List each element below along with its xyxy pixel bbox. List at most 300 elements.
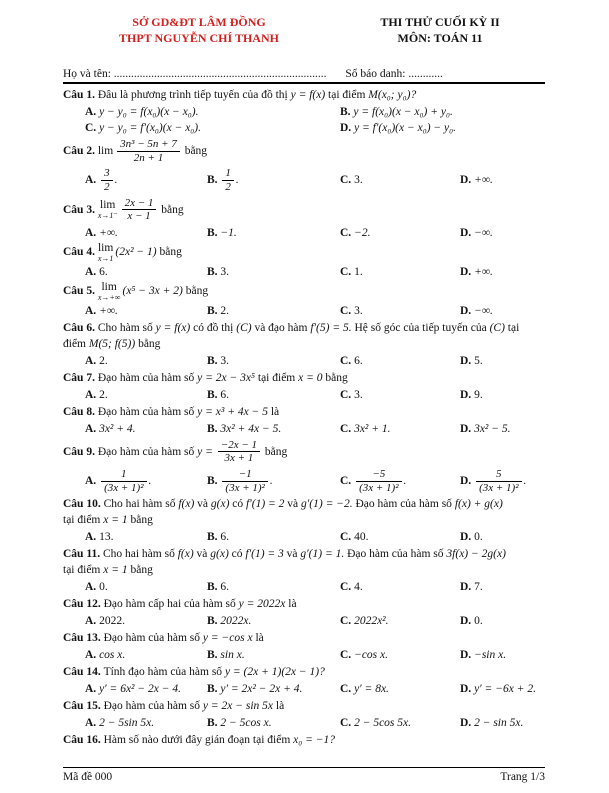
math-expression: 2 − sin 5x. xyxy=(474,717,524,730)
math-expression: g′(1) = −2. xyxy=(301,498,353,511)
answer-option xyxy=(340,681,460,697)
answer-option xyxy=(340,353,460,369)
option-label: C. xyxy=(340,174,355,187)
option-label: A. xyxy=(85,474,100,487)
question-text: có đồ thị xyxy=(190,321,237,334)
question-text: 40. xyxy=(354,531,369,544)
question-text: 3. xyxy=(354,174,363,187)
question-line xyxy=(63,87,545,103)
answer-option xyxy=(340,421,460,437)
math-expression: 3x² + 4x − 5. xyxy=(220,422,282,435)
question-label: Câu 8. xyxy=(63,405,98,418)
math-expression: 2 − 5cos 5x. xyxy=(354,717,412,730)
question xyxy=(63,732,545,748)
fraction-numerator: 1 xyxy=(222,167,234,181)
answer-option xyxy=(85,647,207,663)
option-label: B. xyxy=(207,717,221,730)
math-expression: 3x² + 4. xyxy=(99,422,136,435)
option-label: C. xyxy=(340,717,355,730)
math-expression: (2x² − 1) xyxy=(115,245,157,258)
question-text: tại điểm xyxy=(255,371,299,384)
math-expression: f(x) xyxy=(178,498,195,511)
question xyxy=(63,698,545,732)
options-row xyxy=(85,224,545,242)
math-expression: y = (2x + 1)(2x − 1)? xyxy=(224,666,325,679)
question-text: 6. xyxy=(220,581,230,594)
option-label: D. xyxy=(340,122,355,134)
options-row xyxy=(85,165,545,195)
answer-option xyxy=(85,715,207,731)
questions xyxy=(63,87,545,767)
fraction xyxy=(122,197,157,223)
question xyxy=(63,242,545,281)
option-label: B. xyxy=(207,174,221,187)
fraction xyxy=(218,439,260,465)
fraction-numerator: 2x − 1 xyxy=(122,197,157,211)
question-text: tại điểm xyxy=(325,89,369,101)
question-text: và đạo hàm xyxy=(251,321,311,334)
answer-option xyxy=(340,264,460,280)
id-blank-dots: ............ xyxy=(408,68,443,80)
answer-option xyxy=(340,104,545,120)
options-row xyxy=(85,103,545,137)
limit-word: lim xyxy=(97,241,114,254)
math-expression: g(x) xyxy=(210,548,229,561)
math-expression: 3x² − 5. xyxy=(474,422,511,435)
math-expression: +∞. xyxy=(474,265,493,278)
option-label: D. xyxy=(460,265,475,278)
option-label: C. xyxy=(340,531,355,544)
question-text: 13. xyxy=(99,531,114,544)
fraction xyxy=(117,138,180,164)
question-text: Hàm số nào dưới đây gián đoạn tại điểm xyxy=(103,734,294,747)
question-text: Đạo hàm của hàm số xyxy=(103,700,203,713)
option-label: B. xyxy=(207,422,221,435)
question-text: tại điểm xyxy=(63,514,104,527)
answer-option xyxy=(340,387,460,403)
options-row xyxy=(85,302,545,320)
answer-option xyxy=(460,353,545,369)
fraction-numerator: −1 xyxy=(222,468,267,482)
question-text: bằng xyxy=(322,371,348,384)
question xyxy=(63,404,545,438)
math-expression: 2 − 5sin 5x. xyxy=(99,717,155,730)
question-text: và xyxy=(193,548,211,561)
answer-option xyxy=(207,353,340,369)
question xyxy=(63,281,545,320)
option-label: A. xyxy=(85,388,100,401)
answer-option xyxy=(460,225,545,241)
question-label: Câu 2. xyxy=(63,144,98,157)
question-text: Đạo hàm của hàm số xyxy=(344,548,447,561)
fraction-denominator: (3x + 1)² xyxy=(479,481,519,494)
option-label: C. xyxy=(340,474,355,487)
answer-option xyxy=(207,715,340,731)
question-line xyxy=(63,196,545,224)
question-text: Đạo hàm của hàm số xyxy=(103,632,203,645)
option-label: B. xyxy=(207,649,221,662)
fraction-denominator: (3x + 1)² xyxy=(225,481,265,494)
math-expression: −sin x. xyxy=(474,649,507,662)
option-label: B. xyxy=(207,388,221,401)
options-row xyxy=(85,528,545,546)
question-text: và xyxy=(284,498,302,511)
answer-option xyxy=(85,387,207,403)
math-expression: y′ = −6x + 2. xyxy=(474,683,536,696)
option-label: A. xyxy=(85,422,100,435)
question-label: Câu 4. xyxy=(63,245,98,258)
answer-option xyxy=(460,647,545,663)
answer-option xyxy=(85,303,207,319)
question xyxy=(63,438,545,497)
department-name: SỞ GD&ĐT LÂM ĐỒNG xyxy=(132,15,266,29)
question xyxy=(63,496,545,546)
question-text: bằng xyxy=(127,514,153,527)
footer-row xyxy=(63,768,545,783)
option-label: B. xyxy=(207,581,221,594)
math-expression: +∞. xyxy=(99,226,118,239)
answer-option xyxy=(207,613,340,629)
answer-option xyxy=(85,681,207,697)
option-label: D. xyxy=(460,615,475,628)
math-expression: (C) xyxy=(236,321,252,334)
question-text: Cho hàm số xyxy=(97,321,156,334)
student-info-row xyxy=(63,68,545,80)
question-text: 6. xyxy=(220,388,230,401)
math-expression: x₀ = −1? xyxy=(293,734,336,747)
answer-option xyxy=(340,303,460,319)
math-expression: 2 − 5cos x. xyxy=(220,717,272,730)
option-label: A. xyxy=(85,615,100,628)
question-line xyxy=(63,546,545,562)
question-text: bằng xyxy=(181,144,208,157)
answer-option xyxy=(207,467,340,495)
answer-option xyxy=(460,467,545,495)
question-label: Câu 3. xyxy=(63,203,98,216)
options-row xyxy=(85,352,545,370)
option-label: D. xyxy=(460,474,475,487)
question-text: 2. xyxy=(220,304,230,317)
answer-option xyxy=(460,387,545,403)
answer-option xyxy=(340,715,460,731)
option-label: A. xyxy=(85,683,100,696)
options-row xyxy=(85,714,545,732)
math-expression: . xyxy=(235,174,239,187)
option-label: C. xyxy=(340,581,355,594)
question-text: là xyxy=(285,598,297,611)
question-text: 2. xyxy=(99,388,108,401)
limit-subscript: x→1 xyxy=(97,253,114,263)
fraction xyxy=(222,468,267,494)
question-text: có xyxy=(229,498,247,511)
math-expression: . xyxy=(114,174,118,187)
math-expression: y = 2x − sin 5x xyxy=(202,700,274,713)
answer-option xyxy=(207,647,340,663)
math-expression: y′ = 8x. xyxy=(354,683,389,696)
option-label: B. xyxy=(207,304,221,317)
question-text: là xyxy=(267,405,280,418)
answer-option xyxy=(85,104,340,120)
question-line xyxy=(63,438,545,466)
math-expression: y = f′(x₀)(x − x₀) − y₀. xyxy=(354,122,457,134)
question-text: 3. xyxy=(220,265,230,278)
question-text: là xyxy=(273,700,285,713)
math-expression: sin x. xyxy=(220,649,245,662)
header xyxy=(63,14,545,46)
option-label: B. xyxy=(207,226,221,239)
question-text: 4. xyxy=(354,581,363,594)
answer-option xyxy=(460,172,545,188)
option-label: B. xyxy=(207,354,221,367)
question-text: Đạo hàm cấp hai của hàm số xyxy=(103,598,239,611)
answer-option xyxy=(460,421,545,437)
exam-title: THI THỬ CUỐI KỲ II xyxy=(380,15,500,29)
exam-subject: MÔN: TOÁN 11 xyxy=(397,31,483,45)
answer-option xyxy=(207,225,340,241)
question-label: Câu 10. xyxy=(63,498,104,511)
option-label: D. xyxy=(460,388,475,401)
fraction xyxy=(101,167,113,193)
question-text: 7. xyxy=(474,581,483,594)
answer-option xyxy=(85,166,207,194)
question-text: 3. xyxy=(354,388,363,401)
question-text: bằng xyxy=(182,284,209,297)
question xyxy=(63,320,545,370)
question-text: điểm xyxy=(63,337,89,350)
fraction-numerator: 3n³ − 5n + 7 xyxy=(117,138,180,152)
option-label: B. xyxy=(340,106,354,118)
option-label: D. xyxy=(460,354,475,367)
answer-option xyxy=(207,264,340,280)
fraction-numerator: 1 xyxy=(101,468,146,482)
limit-operator xyxy=(98,145,113,158)
option-label: A. xyxy=(85,717,100,730)
option-label: B. xyxy=(207,265,221,278)
answer-option xyxy=(85,579,207,595)
option-label: D. xyxy=(460,304,475,317)
question-line xyxy=(63,732,545,748)
options-row xyxy=(85,466,545,496)
header-divider xyxy=(63,82,545,84)
question-text: 2. xyxy=(99,354,108,367)
math-expression: cos x. xyxy=(99,649,126,662)
fraction-numerator: −2x − 1 xyxy=(218,439,260,453)
math-expression: f′(5) = 5. xyxy=(310,321,352,334)
option-label: A. xyxy=(85,265,100,278)
option-label: A. xyxy=(85,226,100,239)
question-line xyxy=(63,698,545,714)
math-expression: (C) xyxy=(489,321,505,334)
math-expression: . xyxy=(269,474,273,487)
question-label: Câu 5. xyxy=(63,284,98,297)
question-label: Câu 11. xyxy=(63,548,103,561)
answer-option xyxy=(340,613,460,629)
question-text: 0. xyxy=(99,581,108,594)
question-label: Câu 7. xyxy=(63,371,98,384)
option-label: D. xyxy=(460,422,475,435)
question-text: bằng xyxy=(135,337,161,350)
question-text: Đạo hàm của hàm số xyxy=(97,405,198,418)
options-row xyxy=(85,578,545,596)
question-label: Câu 13. xyxy=(63,632,104,645)
math-expression: +∞. xyxy=(474,174,493,187)
answer-option xyxy=(340,172,460,188)
option-label: C. xyxy=(340,265,355,278)
option-label: C. xyxy=(340,615,355,628)
math-expression: 3f(x) − 2g(x) xyxy=(446,548,506,561)
options-row xyxy=(85,386,545,404)
fraction xyxy=(101,468,146,494)
option-label: C. xyxy=(340,354,355,367)
limit-word: lim xyxy=(97,144,114,157)
limit-operator xyxy=(98,242,114,263)
option-label: D. xyxy=(460,226,475,239)
question-label: Câu 9. xyxy=(63,445,98,458)
answer-option xyxy=(460,715,545,731)
question-text: Đạo hàm của hàm số xyxy=(97,445,198,458)
question-text: Tính đạo hàm của hàm số xyxy=(103,666,225,679)
question-text: và xyxy=(283,548,301,561)
math-expression: . xyxy=(523,474,527,487)
math-expression: f′(1) = 3 xyxy=(245,548,284,561)
math-expression: . xyxy=(403,474,407,487)
limit-operator xyxy=(98,199,118,220)
question-label: Câu 1. xyxy=(63,89,98,101)
fraction-denominator: x − 1 xyxy=(127,210,151,223)
question xyxy=(63,137,545,196)
question-text: bằng xyxy=(158,203,184,216)
options-row xyxy=(85,420,545,438)
question-text: 2022. xyxy=(99,615,125,628)
math-expression: 2022x. xyxy=(220,615,252,628)
option-label: D. xyxy=(460,531,475,544)
math-expression: f′(1) = 2 xyxy=(246,498,285,511)
question-line xyxy=(63,370,545,386)
math-expression: y = 2022x xyxy=(238,598,286,611)
answer-option xyxy=(85,264,207,280)
id-label: Số báo danh: xyxy=(345,68,406,80)
math-expression: 3x² + 1. xyxy=(354,422,391,435)
answer-option xyxy=(340,467,460,495)
limit-word: lim xyxy=(101,280,117,293)
option-label: A. xyxy=(85,174,100,187)
question xyxy=(63,596,545,630)
exam-code: Mã đề 000 xyxy=(63,771,113,783)
question-text: Cho hai hàm số xyxy=(102,548,178,561)
limit-subscript: x→+∞ xyxy=(97,292,121,302)
fraction-numerator: −5 xyxy=(356,468,401,482)
question-line-2 xyxy=(63,512,545,528)
math-expression: f(x) xyxy=(177,548,194,561)
fraction-denominator: 2 xyxy=(225,180,231,193)
question-text: 5. xyxy=(474,354,483,367)
answer-option xyxy=(207,387,340,403)
option-label: B. xyxy=(207,531,221,544)
question xyxy=(63,87,545,137)
math-expression: M(5; f(5)) xyxy=(88,337,136,350)
math-expression: f(x) + g(x) xyxy=(454,498,503,511)
math-expression: −cos x. xyxy=(354,649,389,662)
math-expression: y′ = 6x² − 2x − 4. xyxy=(99,683,181,696)
answer-option xyxy=(340,120,545,136)
question-text: 3. xyxy=(220,354,230,367)
answer-option xyxy=(340,225,460,241)
limit-operator xyxy=(98,281,121,302)
exam-title-block xyxy=(335,14,545,46)
option-label: C. xyxy=(85,122,100,134)
fraction-denominator: (3x + 1)² xyxy=(104,481,144,494)
fraction xyxy=(222,167,234,193)
question xyxy=(63,196,545,242)
answer-option xyxy=(460,303,545,319)
fraction-numerator: 3 xyxy=(101,167,113,181)
fraction xyxy=(476,468,521,494)
math-expression: y = 2x − 3x⁵ xyxy=(197,371,255,384)
question-line xyxy=(63,596,545,612)
answer-option xyxy=(460,613,545,629)
math-expression: −1. xyxy=(220,226,237,239)
question-text: 0. xyxy=(474,615,483,628)
question-line xyxy=(63,281,545,302)
question-text: và xyxy=(194,498,211,511)
question-label: Câu 6. xyxy=(63,321,98,334)
math-expression: g′(1) = 1. xyxy=(300,548,345,561)
option-label: D. xyxy=(460,717,475,730)
question-text: 0. xyxy=(474,531,483,544)
answer-option xyxy=(85,467,207,495)
answer-option xyxy=(460,529,545,545)
question-text: 6. xyxy=(220,531,230,544)
name-blank-dots: .......................................................................... xyxy=(113,68,327,80)
options-row xyxy=(85,680,545,698)
math-expression: y = x³ + 4x − 5 xyxy=(197,405,268,418)
answer-option xyxy=(85,120,340,136)
question-text: bằng xyxy=(156,245,182,258)
math-expression: y = f(x) xyxy=(155,321,191,334)
answer-option xyxy=(207,166,340,194)
math-expression: y = f(x₀)(x − x₀) + y₀. xyxy=(353,106,453,118)
math-expression: −∞. xyxy=(474,226,493,239)
question-text: là xyxy=(252,632,264,645)
math-expression: y − y₀ = f(x₀)(x − x₀). xyxy=(99,106,199,118)
limit-word: lim xyxy=(100,199,116,212)
option-label: C. xyxy=(340,649,355,662)
question-text: 6. xyxy=(354,354,363,367)
answer-option xyxy=(85,613,207,629)
options-row xyxy=(85,646,545,664)
question-text: tại xyxy=(504,321,520,334)
option-label: C. xyxy=(340,422,355,435)
option-label: C. xyxy=(340,388,355,401)
fraction-denominator: 2n + 1 xyxy=(133,151,164,164)
option-label: D. xyxy=(460,649,475,662)
option-label: D. xyxy=(460,581,475,594)
question-line-2 xyxy=(63,562,545,578)
answer-option xyxy=(207,303,340,319)
answer-option xyxy=(460,264,545,280)
math-expression: y = −cos x xyxy=(202,632,253,645)
fraction-denominator: 2 xyxy=(104,180,110,193)
school-name: THPT NGUYỄN CHÍ THANH xyxy=(119,31,279,45)
question-text: bằng xyxy=(262,445,288,458)
answer-option xyxy=(207,579,340,595)
question-text: Cho hai hàm số xyxy=(103,498,179,511)
option-label: B. xyxy=(207,615,221,628)
question-line xyxy=(63,137,545,165)
question-text: Đạo hàm của hàm số xyxy=(97,371,198,384)
math-expression: y = xyxy=(197,445,216,458)
answer-option xyxy=(460,579,545,595)
